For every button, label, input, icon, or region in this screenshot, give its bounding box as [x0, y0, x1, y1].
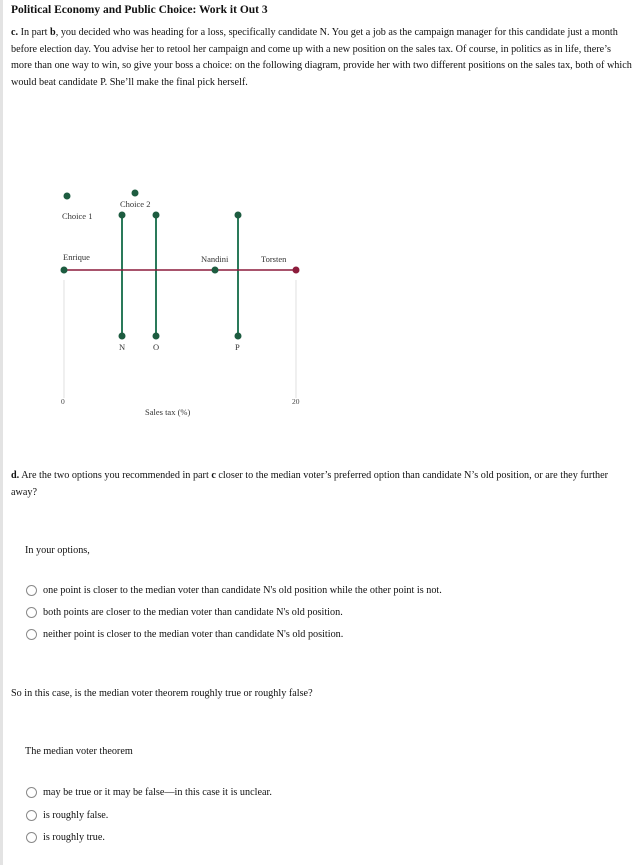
nandini-label: Nandini: [201, 254, 229, 264]
axis-min-label: 0: [61, 397, 65, 406]
q2-option-3-label[interactable]: is roughly true.: [43, 832, 105, 843]
axis-max-label: 20: [292, 397, 300, 406]
q2-prompt: The median voter theorem: [25, 746, 133, 757]
part-d-text-a: Are the two options you recommended in part: [21, 470, 212, 481]
part-c-label: c.: [11, 27, 19, 38]
q2-option-3[interactable]: [26, 830, 105, 845]
radio-button[interactable]: [26, 787, 37, 798]
q2-option-1[interactable]: [26, 785, 272, 800]
q1-option-1[interactable]: [26, 583, 442, 598]
choice-2-point[interactable]: [132, 190, 139, 197]
part-d-label: d.: [11, 470, 20, 481]
radio-button[interactable]: [26, 607, 37, 618]
choice-2-label: Choice 2: [120, 199, 151, 209]
candidate-o-point[interactable]: [153, 333, 160, 340]
q1-option-3[interactable]: [26, 627, 343, 642]
part-c-text-b: , you decided who was heading for a loss, specifically candidate N. You get a job as the campaign manager for this candidate just a month before election day. You advise her to retool her campaign and come up with a new position on the sales tax. Of course, in politics as in life, there’s more than one way to win, so give your boss a choice: on the following diagram, provide her with two different positions on the sales tax, both of which would beat candidate P. She’ll make the final pick herself.: [11, 27, 632, 88]
question-2-text: So in this case, is the median voter theorem roughly true or roughly false?: [11, 688, 313, 699]
q1-prompt: In your options,: [25, 545, 90, 556]
q1-option-2-label[interactable]: both points are closer to the median voter than candidate N's old position.: [43, 607, 343, 618]
choice-1-label: Choice 1: [62, 211, 93, 221]
radio-button[interactable]: [26, 832, 37, 843]
q1-option-3-label[interactable]: neither point is closer to the median voter than candidate N's old position.: [43, 629, 344, 640]
part-d-ref-c: c: [211, 470, 216, 481]
radio-button[interactable]: [26, 585, 37, 596]
candidate-n-top-point[interactable]: [119, 212, 126, 219]
axis-title: Sales tax (%): [145, 407, 191, 417]
enrique-point[interactable]: [61, 267, 68, 274]
radio-button[interactable]: [26, 810, 37, 821]
page-title: Political Economy and Public Choice: Work it Out 3: [11, 4, 268, 16]
candidate-p-point[interactable]: [235, 333, 242, 340]
part-d-text: [11, 468, 633, 501]
candidate-p-top-point[interactable]: [235, 212, 242, 219]
q2-option-1-label[interactable]: may be true or it may be false—in this case it is unclear.: [43, 787, 272, 798]
enrique-label: Enrique: [63, 252, 90, 262]
radio-button[interactable]: [26, 629, 37, 640]
sales-tax-diagram[interactable]: [0, 0, 635, 430]
candidate-o-top-point[interactable]: [153, 212, 160, 219]
candidate-o-label: O: [153, 342, 160, 352]
nandini-point[interactable]: [212, 267, 219, 274]
part-d-text-b: closer to the median voter’s preferred option than candidate N’s old position, or are they further away?: [11, 470, 609, 498]
q2-option-2-label[interactable]: is roughly false.: [43, 810, 109, 821]
candidate-n-point[interactable]: [119, 333, 126, 340]
candidate-p-label: P: [235, 342, 240, 352]
part-c-text-a: In part: [20, 27, 51, 38]
q2-option-2[interactable]: [26, 808, 108, 823]
q1-option-2[interactable]: [26, 605, 343, 620]
part-c-ref-b: b: [50, 27, 56, 38]
candidate-n-label: N: [119, 342, 126, 352]
q1-option-1-label[interactable]: one point is closer to the median voter than candidate N's old position while the other point is not.: [43, 585, 442, 596]
torsten-point[interactable]: [293, 267, 300, 274]
torsten-label: Torsten: [261, 254, 287, 264]
choice-1-point[interactable]: [64, 193, 71, 200]
